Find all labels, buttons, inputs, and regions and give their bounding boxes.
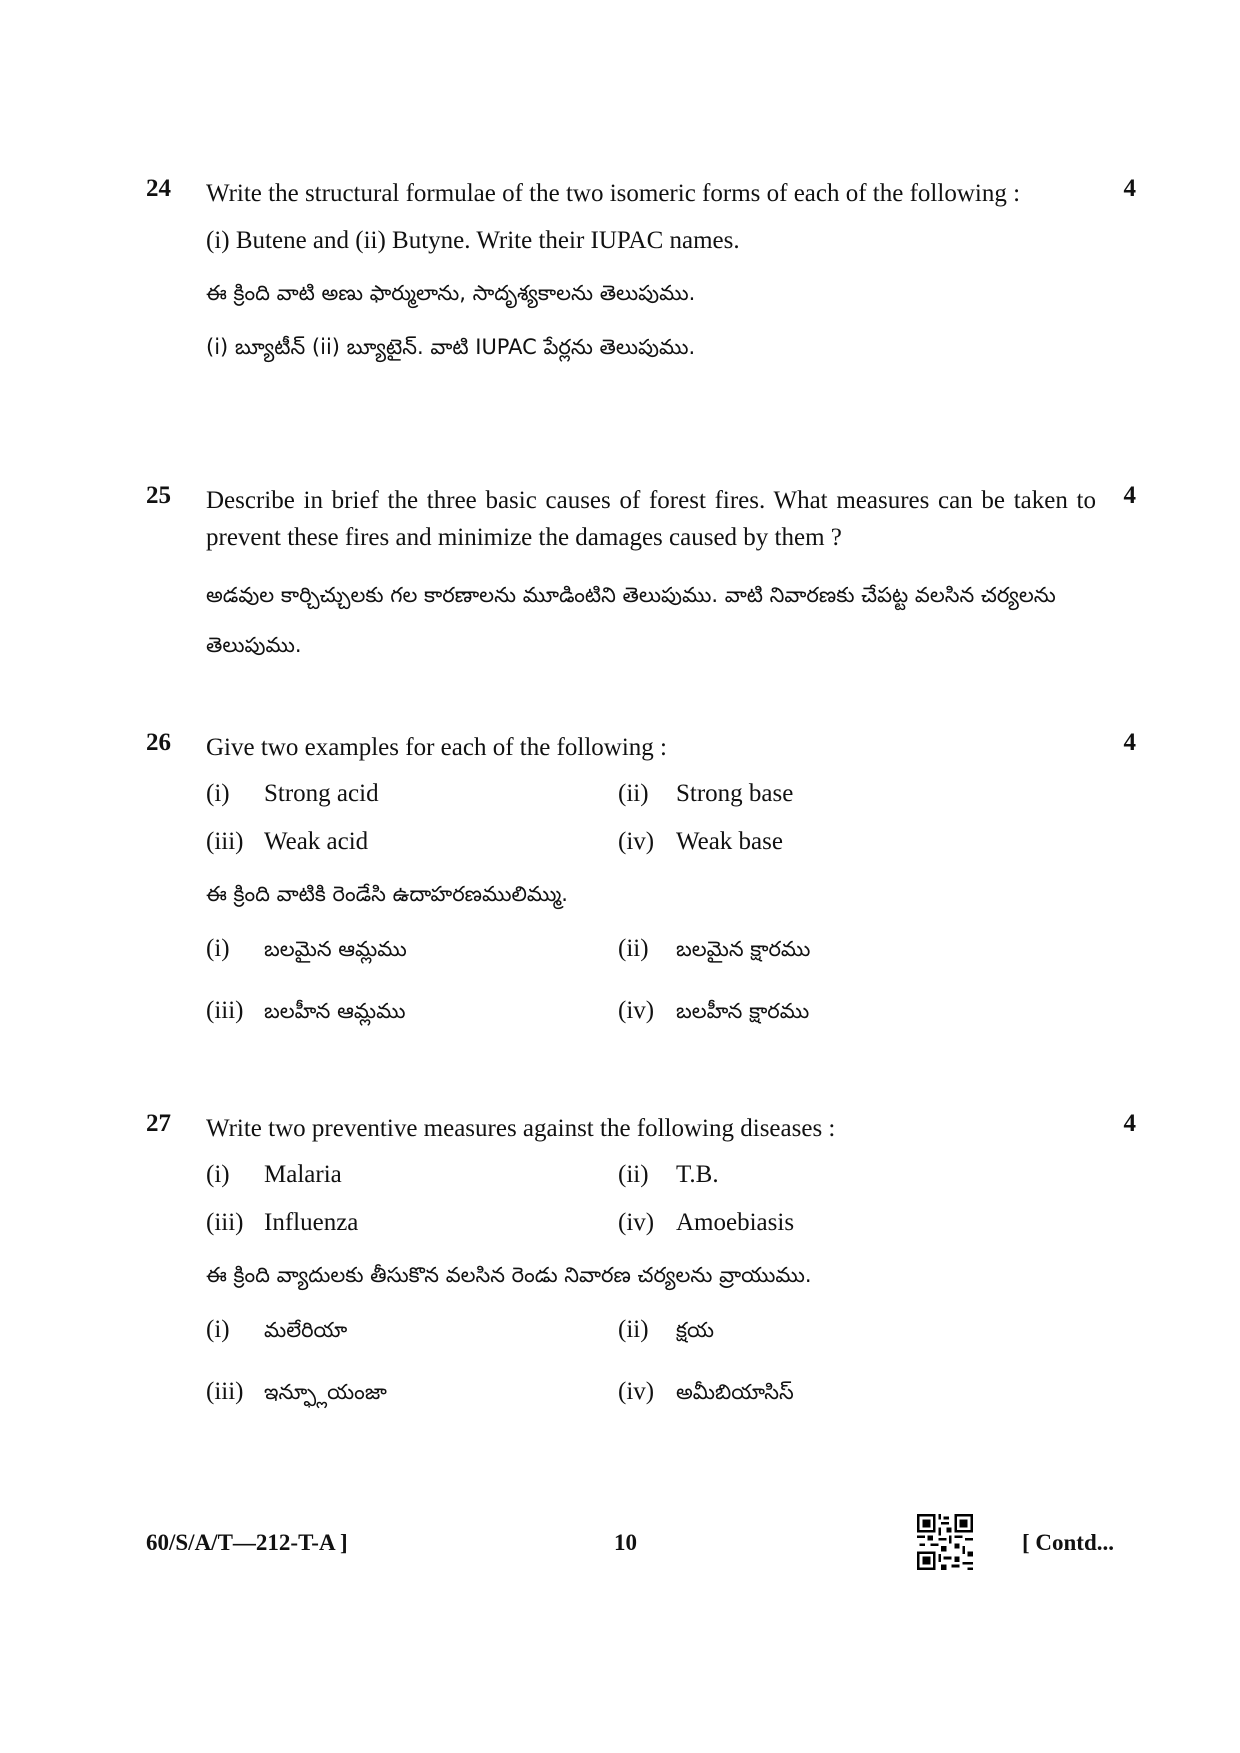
page-number: 10 xyxy=(614,1530,637,1555)
option-text: అమీబియాసిస్ xyxy=(676,1380,794,1404)
option-label: (ii) xyxy=(618,1161,649,1188)
question-marks: 4 xyxy=(1123,175,1136,202)
question-number: 25 xyxy=(146,482,171,509)
options-telugu xyxy=(206,1303,1096,1419)
option-label: (i) xyxy=(206,1161,230,1188)
continued-label: [ Contd... xyxy=(1021,1530,1114,1555)
question-text: Write two preventive measures against the following diseases : xyxy=(206,1115,836,1142)
option-text: ఇన్ఫ్లూయంజా xyxy=(264,1380,387,1404)
option-text: Weak acid xyxy=(264,828,369,855)
telugu-subtext: (i) బ్యూటీన్ (ii) బ్యూటైన్. వాటి IUPAC పేర్లను తెలుపుము. xyxy=(206,335,696,359)
option xyxy=(618,922,1096,976)
option-label: (ii) xyxy=(618,935,649,962)
option-label: (i) xyxy=(206,1316,230,1343)
option xyxy=(618,1203,1096,1243)
option-label: (iv) xyxy=(618,828,655,855)
option xyxy=(206,774,618,814)
option-text: బలహీన ఆమ్లము xyxy=(264,999,406,1023)
option xyxy=(206,1303,618,1357)
option xyxy=(618,822,1096,862)
option xyxy=(206,922,618,976)
option-label: (iii) xyxy=(206,828,244,855)
option-text: బలమైన క్షారము xyxy=(676,937,811,961)
telugu-text: అడవుల కార్చిచ్చులకు గల కారణాలను మూడింటిని తెలుపుము. వాటి నివారణకు చేపట్ట వలసిన చర్యలను తెలుపుము. xyxy=(206,583,1056,657)
paper-code: 60/S/A/T—212-T-A ] xyxy=(146,1530,348,1555)
option xyxy=(206,984,618,1038)
question-24 xyxy=(146,175,1136,365)
option-label: (ii) xyxy=(618,780,649,807)
question-marks: 4 xyxy=(1123,482,1136,509)
option-text: Malaria xyxy=(264,1161,342,1188)
option xyxy=(618,1365,1096,1419)
option xyxy=(206,1365,618,1419)
options-english xyxy=(206,1155,1096,1243)
options-english xyxy=(206,774,1096,862)
question-number: 27 xyxy=(146,1110,171,1137)
option xyxy=(206,1203,618,1243)
option-text: బలహీన క్షారము xyxy=(676,999,810,1023)
option-text: Strong base xyxy=(676,780,794,807)
option-label: (iv) xyxy=(618,997,655,1024)
option-label: (iv) xyxy=(618,1209,655,1236)
option xyxy=(618,774,1096,814)
question-27 xyxy=(146,1110,1136,1419)
option xyxy=(618,1303,1096,1357)
question-number: 26 xyxy=(146,729,171,756)
options-telugu xyxy=(206,922,1096,1038)
option-label: (iii) xyxy=(206,1209,244,1236)
qr-code-icon xyxy=(917,1514,973,1570)
option-text: Influenza xyxy=(264,1209,359,1236)
question-text: Write the structural formulae of the two isomeric forms of each of the following : xyxy=(206,180,1021,207)
question-26 xyxy=(146,729,1136,1038)
option-label: (ii) xyxy=(618,1316,649,1343)
option-label: (iv) xyxy=(618,1378,655,1405)
option-text: Weak base xyxy=(676,828,783,855)
question-subtext: (i) Butene and (ii) Butyne. Write their IUPAC names. xyxy=(206,227,740,254)
telugu-text: ఈ క్రింది వాటి అణు ఫార్ములాను, సాదృశ్యకాలను తెలుపుము. xyxy=(206,281,696,305)
option xyxy=(206,1155,618,1195)
option-text: బలమైన ఆమ్లము xyxy=(264,937,407,961)
question-number: 24 xyxy=(146,175,171,202)
telugu-text: ఈ క్రింది వ్యాదులకు తీసుకొన వలసిన రెండు నివారణ చర్యలను వ్రాయుము. xyxy=(206,1263,812,1287)
option-label: (i) xyxy=(206,935,230,962)
option xyxy=(618,1155,1096,1195)
option-label: (i) xyxy=(206,780,230,807)
option-text: క్షయ xyxy=(676,1318,714,1342)
question-text: Give two examples for each of the following : xyxy=(206,734,667,761)
option-label: (iii) xyxy=(206,1378,244,1405)
question-text: Describe in brief the three basic causes of forest fires. What measures can be taken to prevent these fires and minimize the damages caused by them ? xyxy=(206,487,1096,551)
option-text: Strong acid xyxy=(264,780,379,807)
option-text: Amoebiasis xyxy=(676,1209,795,1236)
question-marks: 4 xyxy=(1123,1110,1136,1137)
question-25 xyxy=(146,482,1136,670)
question-marks: 4 xyxy=(1123,729,1136,756)
option xyxy=(618,984,1096,1038)
option xyxy=(206,822,618,862)
option-text: T.B. xyxy=(676,1161,719,1188)
telugu-text: ఈ క్రింది వాటికి రెండేసి ఉదాహరణములిమ్ము. xyxy=(206,882,568,906)
option-text: మలేరియా xyxy=(264,1318,348,1342)
option-label: (iii) xyxy=(206,997,244,1024)
